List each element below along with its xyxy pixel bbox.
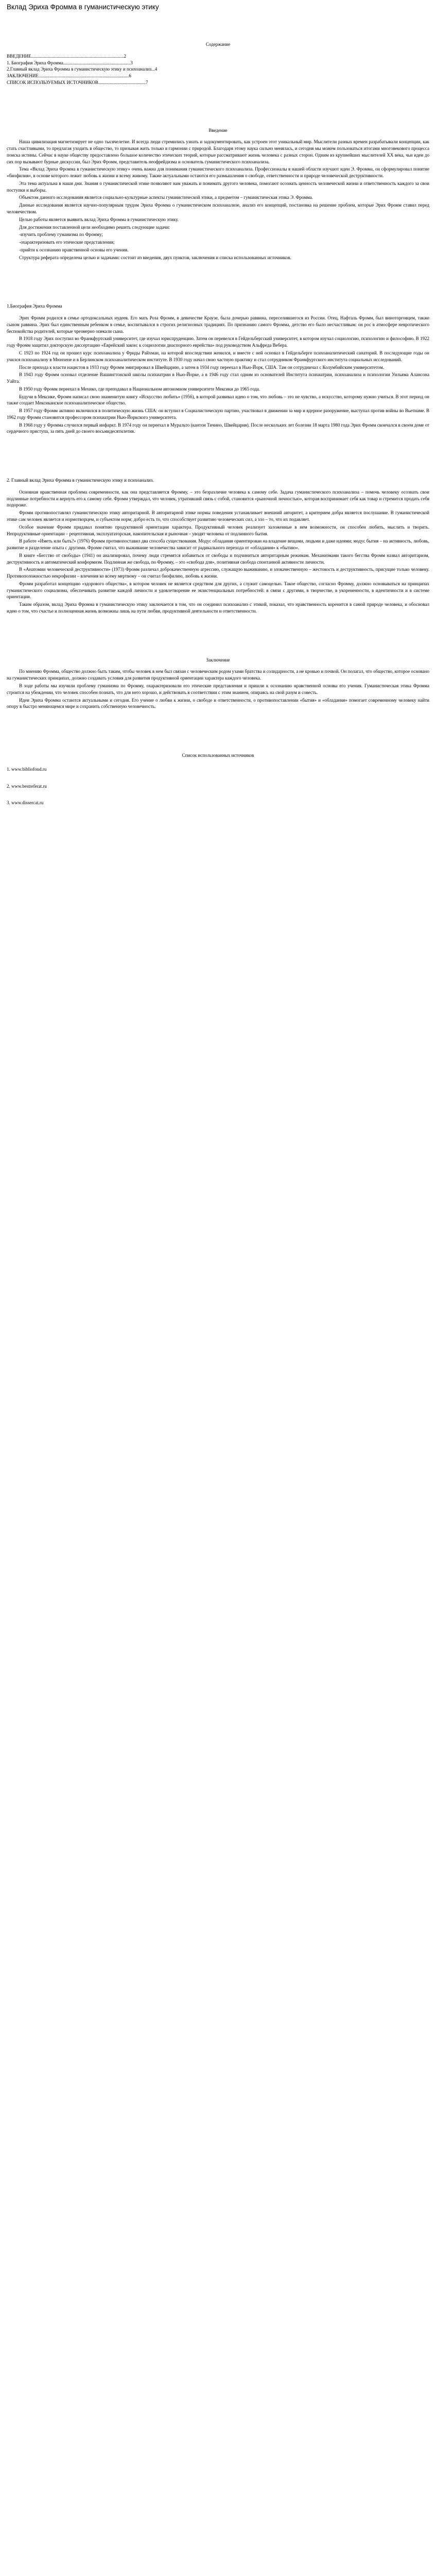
conclusion-paragraph: Идеи Эриха Фромма остаются актуальными и сегодня. Его учение о любви к жизни, о свободе и ответственности, о противопоставлении «бытия» и «обладания» помогает современному человеку найти опору в быстро меняющемся мире и сохранить собственную человечность.	[7, 697, 429, 709]
biography-paragraph: Будучи в Мексике, Фромм написал свою знаменитую книгу «Искусство любить» (1956), в которой развивал идею о том, что любовь – это не чувство, а искусство, которому нужно учиться. В этот период он также создает Мексиканское психоаналитическое общество.	[7, 394, 429, 406]
intro-paragraph: Для достижения поставленной цели необходимо решить следующие задачи:	[19, 224, 170, 230]
spacer	[7, 262, 429, 303]
contribution-paragraph: В книге «Бегство от свободы» (1941) он анализировал, почему люди стремятся избавиться от свободы и подчиниться авторитарным режимам. Механизмами такого бегства Фромм назвал авторитаризм, деструктивность и автоматический конформизм. Подлинная же свобода, по Фромму, – это «свобода для», позитивная свобода спонтанной активности личности.	[7, 552, 429, 565]
toc-item-sources[interactable]: СПИСОК ИСПОЛЬЗУЕМЫХ ИСТОЧНИКОВ.........................................7	[7, 79, 148, 85]
contribution-paragraph: В работе «Иметь или быть?» (1976) Фромм противопоставил два способа существования. Модус обладания ориентирован на владение вещами, людьми и даже идеями; модус бытия – на активность, любовь, развитие и разделение опыта с другими. Фромм считал, что выживание человечества зависит от радикального перехода от «обладания» к «бытию».	[7, 538, 429, 551]
spacer	[7, 86, 429, 127]
intro-paragraph: Тема «Вклад Эриха Фромма в гуманистическую этику» очень важна для понимания гуманистического психоанализа. Профессионалы в нашей области изучают идеи Э. Фромма, он сформулировал понятие «биофилия», в основе которого лежит любовь к жизни и всему живому. Также актуальными остаются его размышления о свободе, ответственности и природе человеческой деструктивности.	[7, 166, 429, 179]
contribution-section	[7, 477, 429, 615]
spacer	[7, 711, 429, 752]
toc-item-intro[interactable]: ВВЕДЕНИЕ................................................................................2	[7, 53, 127, 59]
source-link[interactable]: 1. www.bibliofond.ru	[7, 766, 47, 772]
intro-task-item: -изучить проблему гуманизма по Фромму;	[19, 232, 103, 238]
intro-heading: Введение	[208, 127, 228, 133]
spacer	[7, 616, 429, 657]
contribution-paragraph: Особое значение Фромм придавал понятию продуктивной ориентации характера. Продуктивный человек реализует заложенные в нем возможности, он способен любить, мыслить и творить. Непродуктивные ориентации – рецептивная, эксплуататорская, накопительская и рыночная – уводят человека от подлинного бытия.	[7, 524, 429, 536]
intro-paragraph: Данные исследования является научно-популярным трудом Эриха Фромма о гуманистическом психоанализе, анализ его концепций, постановка на решение проблем, которые Эрих Фромм ставил перед человечеством.	[7, 202, 429, 215]
biography-paragraph: С 1923 по 1924 год он прошел курс психоанализа у Фриды Райхман, на которой впоследствии женился, и вместе с ней основал в Гейдельберге психоаналитический санаторий. В последующие годы он учился психоанализу в Мюнхене и в Берлинском психоаналитическом институте. В 1930 году начал свою частную практику и стал сотрудником Франкфуртского института социальных исследований.	[7, 350, 429, 362]
biography-heading: 1.Биография Эриха Фромма	[7, 303, 62, 309]
intro-paragraph: Целью работы является выявить вклад Эриха Фромма в гуманистическую этику.	[19, 216, 179, 222]
conclusion-section	[7, 657, 429, 710]
sources-section	[7, 752, 429, 806]
intro-paragraph: Эта тема актуальна в наши дни. Знания о гуманистической этике позволяют нам уважать и понимать другого человека, помогают осознать ценность человеческой жизни и ответственность каждого за свои поступки и выборы.	[7, 180, 429, 193]
contribution-paragraph: Основная нравственная проблема современности, как она представляется Фромму, – это безразличие человека к самому себе. Задача гуманистического психоанализа – помочь человеку осознать свои подлинные потребности и вернуть его к самому себе. Фромм утверждал, что человек, утративший связь с собой, становится «рыночной личностью», которая воспринимает себя как товар и стремится продать себя подороже.	[7, 489, 429, 508]
conclusion-paragraph: В ходе работы мы изучили проблему гуманизма по Фромму, охарактеризовали его этические представления и пришли к осознанию нравственной основы его учения. Гуманистическая этика Фромма строится на убеждении, что человек способен познать, что для него хорошо, и действовать в соответствии с этим знанием, опираясь на свой разум и совесть.	[7, 683, 429, 695]
biography-paragraph: В 1968 году у Фромма случился первый инфаркт. В 1974 году он переехал в Муральто (кантон Тичино, Швейцария). После нескольких лет болезни 18 марта 1980 года Эрих Фромм скончался в своем доме от сердечного приступа, за пять дней до своего восьмидесятилетия.	[7, 422, 429, 434]
sources-heading: Список использованных источников	[182, 753, 254, 758]
contribution-paragraph: В «Анатомии человеческой деструктивности» (1973) Фромм различал доброкачественную агрессию, служащую выживанию, и злокачественную – жестокость и деструктивность, присущие только человеку. Противоположностью некрофилии – влечения ко всему мертвому – он считал биофилию, любовь к жизни.	[7, 567, 429, 579]
biography-paragraph: В 1918 году Эрих поступил во Франкфуртский университет, где изучал юриспруденцию. Затем он перевелся в Гейдельбергский университет, в котором изучал социологию, психологию и философию. В 1922 году Фромм защитил докторскую диссертацию «Еврейский закон: к социологии диаспорного еврейства» под руководством Альфреда Вебера.	[7, 336, 429, 348]
conclusion-heading: Заключение	[206, 657, 230, 663]
biography-section	[7, 303, 429, 435]
intro-task-item: -прийти к осознанию нравственной основы его учения.	[19, 247, 129, 252]
intro-paragraph: Структура реферата определена целью и задачами: состоит из введения, двух пунктов, заключения и списка использованных источников.	[19, 255, 291, 260]
contribution-heading: 2. Главный вклад Эриха Фромма в гуманистическую этику и психоанализ.	[7, 478, 154, 483]
toc-item-biography[interactable]: 1. Биография Эриха Фромма..........................................................3	[7, 60, 133, 65]
biography-paragraph: В 1957 году Фромм активно включился в политическую жизнь США: он вступил в Социалистическую партию, участвовал в движении за мир и ядерное разоружение, выступал против войны во Вьетнаме. В 1962 году Фромм становится профессором психиатрии Нью-Йоркского университета.	[7, 408, 429, 420]
spacer	[7, 436, 429, 477]
contribution-paragraph: Фромм противопоставлял гуманистическую этику авторитарной. В авторитарной этике нормы поведения устанавливает внешний авторитет, а критерием добра является послушание. В гуманистической этике сам человек является и нормотворцем, и субъектом норм; добро есть то, что способствует развитию человеческих сил, а зло – то, что их подавляет.	[7, 510, 429, 522]
biography-paragraph: В 1950 году Фромм переехал в Мехико, где преподавал в Национальном автономном университете Мексики до 1965 года.	[19, 386, 260, 392]
intro-section	[7, 127, 429, 261]
source-link[interactable]: 3. www.dissercat.ru	[7, 800, 44, 806]
biography-paragraph: Эрих Фромм родился в семье ортодоксальных иудеев. Его мать Роза Фромм, в девичестве Краузе, была дочерью раввина, переселившегося из России. Отец, Нафталь Фромм, был виноторговцем, также сыном раввина. Эрих был единственным ребенком в семье, воспитывался в строгих религиозных традициях. По признанию самого Фромма, детство его было несчастливым: он рос в атмосфере невротического беспокойства родителей, которые чрезмерно опекали сына.	[7, 315, 429, 334]
intro-task-item: -охарактеризовать его этические представления;	[19, 240, 115, 245]
intro-paragraph: Наша цивилизация магнетизирует не одно тысячелетие. И всегда люди стремились узнать и задокументировать, как устроен этот уникальный мир. Мыслители разных времен разрабатывали концепции, как стать счастливыми, то предлагая уходить в общество, то призывая жить только в гармонии с природой. Благодаря этому наука сильно менялась, и сегодня мы можем пользоваться итогами многовекового процесса поиска истины. Сейчас в науке обществу предоставлено большое количество этических теорий, которые рассматривают жизнь человека с разных сторон. Одним из крупнейших мыслителей XX века, чьи идеи до сих пор вызывают бурные дискуссии, был Эрих Фромм, представитель неофрейдизма и основатель гуманистического психоанализа.	[7, 139, 429, 164]
source-link[interactable]: 2. www.bestreferat.ru	[7, 783, 47, 789]
intro-paragraph: Объектом данного исследования является социально-культурные аспекты гуманистической этики, а предметом – гуманистическая этика Э. Фромма.	[19, 195, 313, 200]
biography-paragraph: После прихода к власти нацистов в 1933 году Фромм эмигрировал в Швейцарию, а затем в 1934 году переехал в Нью-Йорк, США. Там он сотрудничал с Колумбийским университетом.	[19, 364, 385, 370]
toc-item-contribution[interactable]: 2.Главный вклад Эриха Фромма в гуманистическую этику и психоанализ...4	[7, 66, 158, 72]
contribution-paragraph: Таким образом, вклад Эриха Фромма в гуманистическую этику заключается в том, что он соединил психоанализ с этикой, показал, что нравственность коренится в самой природе человека, и обосновал идею о том, что счастье и полноценная жизнь возможны лишь на пути любви, продуктивной деятельности и ответственности.	[7, 602, 429, 614]
conclusion-paragraph: По мнению Фромма, общество должно быть таким, чтобы человек в нем был связан с человеческим родом узами братства и солидарности, а не кровью и почвой. Он полагал, что общество, которое основано на гуманистических принципах, должно создавать условия для развития продуктивной ориентации характера каждого человека.	[7, 669, 429, 681]
toc-heading: Содержание	[205, 42, 231, 47]
table-of-contents	[7, 11, 429, 86]
biography-paragraph: В 1943 году Фромм основал отделение Вашингтонской школы психиатрии в Нью-Йорке, а в 1946 году стал одним из основателей Института психиатрии, психоанализа и психологии Уильяма Алансона Уайта.	[7, 372, 429, 384]
toc-item-conclusion[interactable]: ЗАКЛЮЧЕНИЕ..............................................................................6	[7, 73, 131, 79]
document-title: Вклад Эриха Фромма в гуманистическую этику	[7, 3, 159, 11]
contribution-paragraph: Фромм разработал концепцию «здорового общества», в котором человек не является средством для других, а служит самоцелью. Такое общество, согласно Фромму, должно основываться на принципах гуманистического социализма, обеспечивать развитие каждой личности и удовлетворение ее экзистенциальных потребностей: в связи с другими, в творчестве, в укорененности, в идентичности и в системе ориентации.	[7, 581, 429, 600]
